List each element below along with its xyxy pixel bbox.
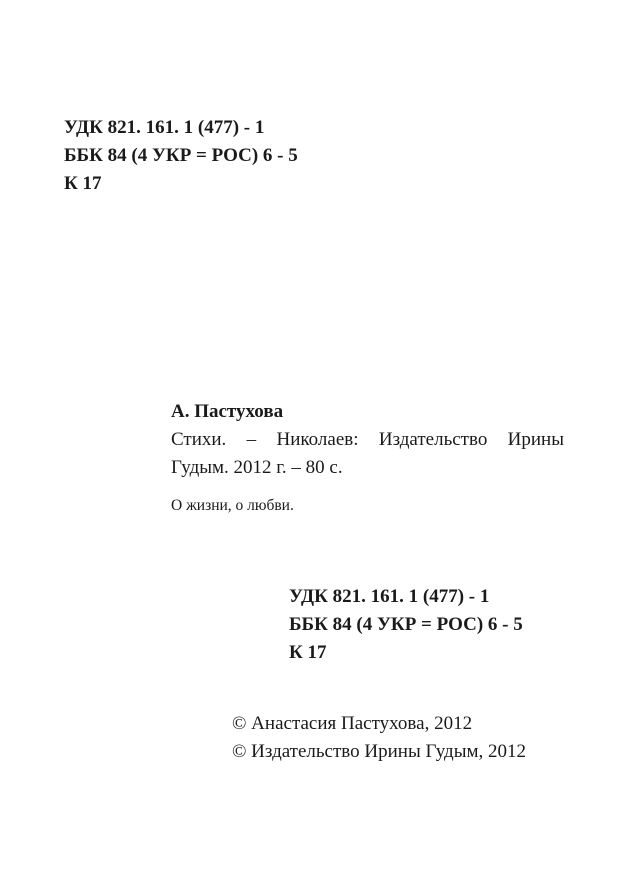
record-annotation: О жизни, о любви.: [171, 497, 294, 514]
bibliographic-record: [171, 398, 564, 516]
record-title-line: Стихи. – Николаев: Издательство Ирины: [171, 429, 564, 450]
author-mark: К 17: [289, 642, 327, 663]
copyright-block: [232, 710, 526, 766]
udk-code: УДК 821. 161. 1 (477) - 1: [64, 117, 265, 138]
bbk-code: ББК 84 (4 УКР = РОС) 6 - 5: [289, 614, 523, 635]
record-publication-line: Гудым. 2012 г. – 80 с.: [171, 457, 343, 478]
udk-code: УДК 821. 161. 1 (477) - 1: [289, 586, 490, 607]
record-author: А. Пастухова: [171, 401, 284, 422]
author-mark: К 17: [64, 173, 102, 194]
copyright-publisher: © Издательство Ирины Гудым, 2012: [232, 741, 526, 762]
top-classification-block: [64, 114, 298, 198]
copyright-author: © Анастасия Пастухова, 2012: [232, 713, 473, 734]
bottom-classification-block: [289, 583, 523, 667]
bbk-code: ББК 84 (4 УКР = РОС) 6 - 5: [64, 145, 298, 166]
